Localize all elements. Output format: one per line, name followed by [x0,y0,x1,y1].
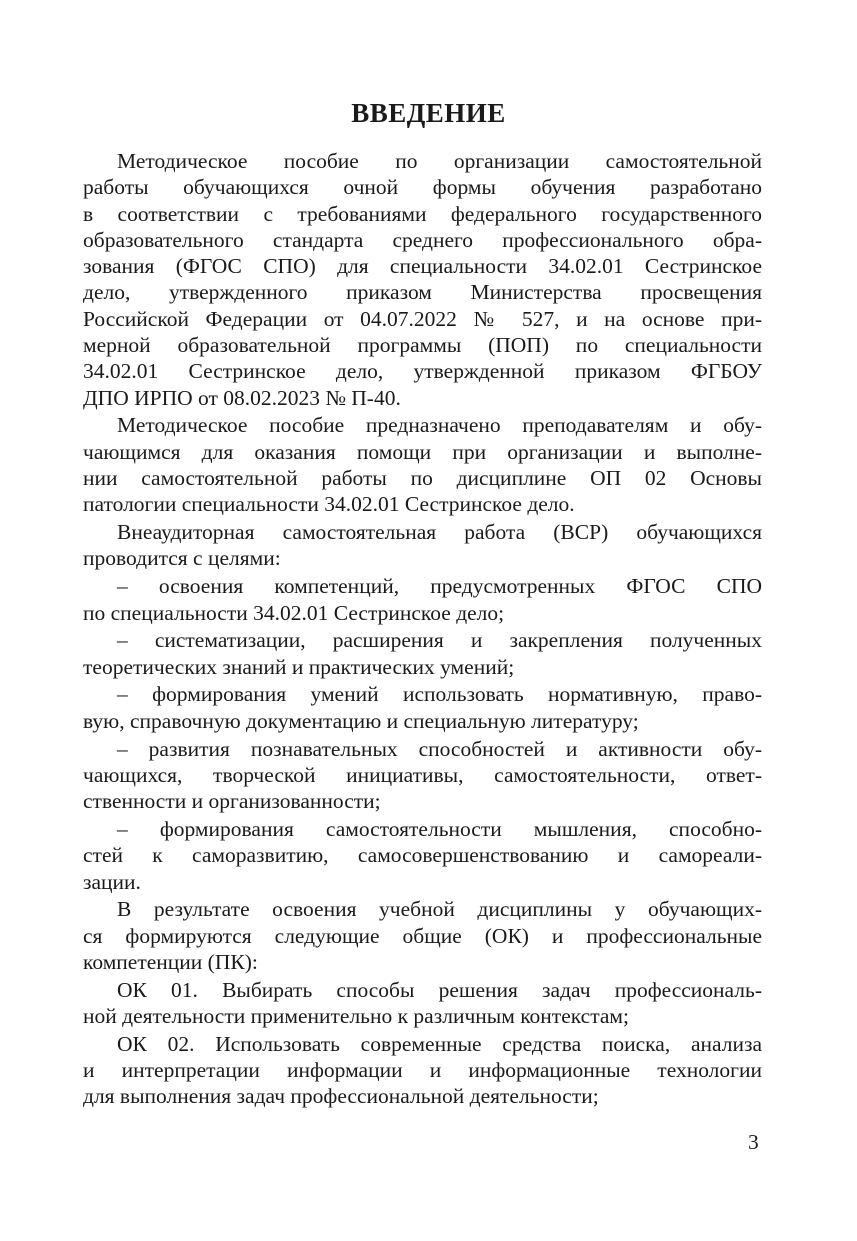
text-line: для выполнения задач профессиональной деятельности; [83,1084,599,1109]
text-line: ной деятельности применительно к различным контекстам; [83,1004,629,1028]
text-line: – систематизации, расширения и закрепления полученных [117,628,762,653]
paragraph [83,412,762,517]
text-line: Внеаудиторная самостоятельная работа (ВСР) обучающихся [117,520,762,545]
paragraph [83,519,762,572]
paragraph [83,816,762,895]
text-line: патологии специальности 34.02.01 Сестринское дело. [83,492,575,517]
text-line: Методическое пособие предназначено преподавателям и обу- [117,413,762,438]
text-line: образовательного стандарта среднего профессионального обра- [83,227,762,252]
text-line: В результате освоения учебной дисциплины у обучающих- [117,897,762,922]
text-line: вую, справочную документацию и специальную литературу; [83,708,639,733]
text-line: дело, утвержденного приказом Министерства просвещения [83,280,762,305]
text-line: по специальности 34.02.01 Сестринское дело; [83,600,505,625]
paragraph [83,627,762,680]
text-line: 34.02.01 Сестринское дело, утвержденной приказом ФГБОУ [83,359,762,384]
text-line: ОК 02. Использовать современные средства поиска, анализа [117,1031,762,1056]
text-line: мерной образовательной программы (ПОП) по специальности [83,333,762,358]
text-line: чающихся, творческой инициативы, самостоятельности, ответ- [83,762,762,787]
text-line: – развития познавательных способностей и активности обу- [117,736,762,761]
text-line: ОК 01. Выбирать способы решения задач профессиональ- [117,977,762,1002]
text-line: зования (ФГОС СПО) для специальности 34.02.01 Сестринское [83,254,762,279]
text-line: стей к саморазвитию, самосовершенствованию и самореали- [83,843,762,868]
text-line: в соответствии с требованиями федерального государственного [83,201,762,226]
text-line: ственности и организованности; [83,789,381,814]
paragraph [83,573,762,626]
paragraph [83,736,762,815]
paragraph [83,681,762,734]
text-line: – формирования самостоятельности мышления, способно- [117,816,762,841]
text-line: ся формируются следующие общие (ОК) и профессиональные [83,923,762,948]
paragraph [83,977,762,1030]
page-title: ВВЕДЕНИЕ [351,98,506,128]
text-line: проводится с целями: [83,546,281,571]
document-body [83,148,762,1111]
text-line: Методическое пособие по организации самостоятельной [117,149,762,173]
text-line: Российской Федерации от 04.07.2022 № 527, и на основе при- [83,306,762,331]
text-line: зации. [83,869,141,894]
text-line: нии самостоятельной работы по дисциплине ОП 02 Основы [83,466,762,491]
text-line: компетенции (ПК): [83,949,258,974]
paragraph [83,896,762,975]
text-line: и интерпретации информации и информационные технологии [83,1058,762,1083]
text-line: теоретических знаний и практических умений; [83,654,515,679]
text-line: работы обучающихся очной формы обучения разработано [83,175,762,200]
page-number: 3 [748,1130,759,1154]
text-line: – формирования умений использовать нормативную, право- [117,682,762,707]
paragraph [83,1031,762,1110]
text-line: чающимся для оказания помощи при организации и выполне- [83,439,762,464]
text-line: – освоения компетенций, предусмотренных ФГОС СПО [117,574,762,599]
text-line: ДПО ИРПО от 08.02.2023 № П-40. [83,385,401,410]
paragraph [83,148,762,411]
